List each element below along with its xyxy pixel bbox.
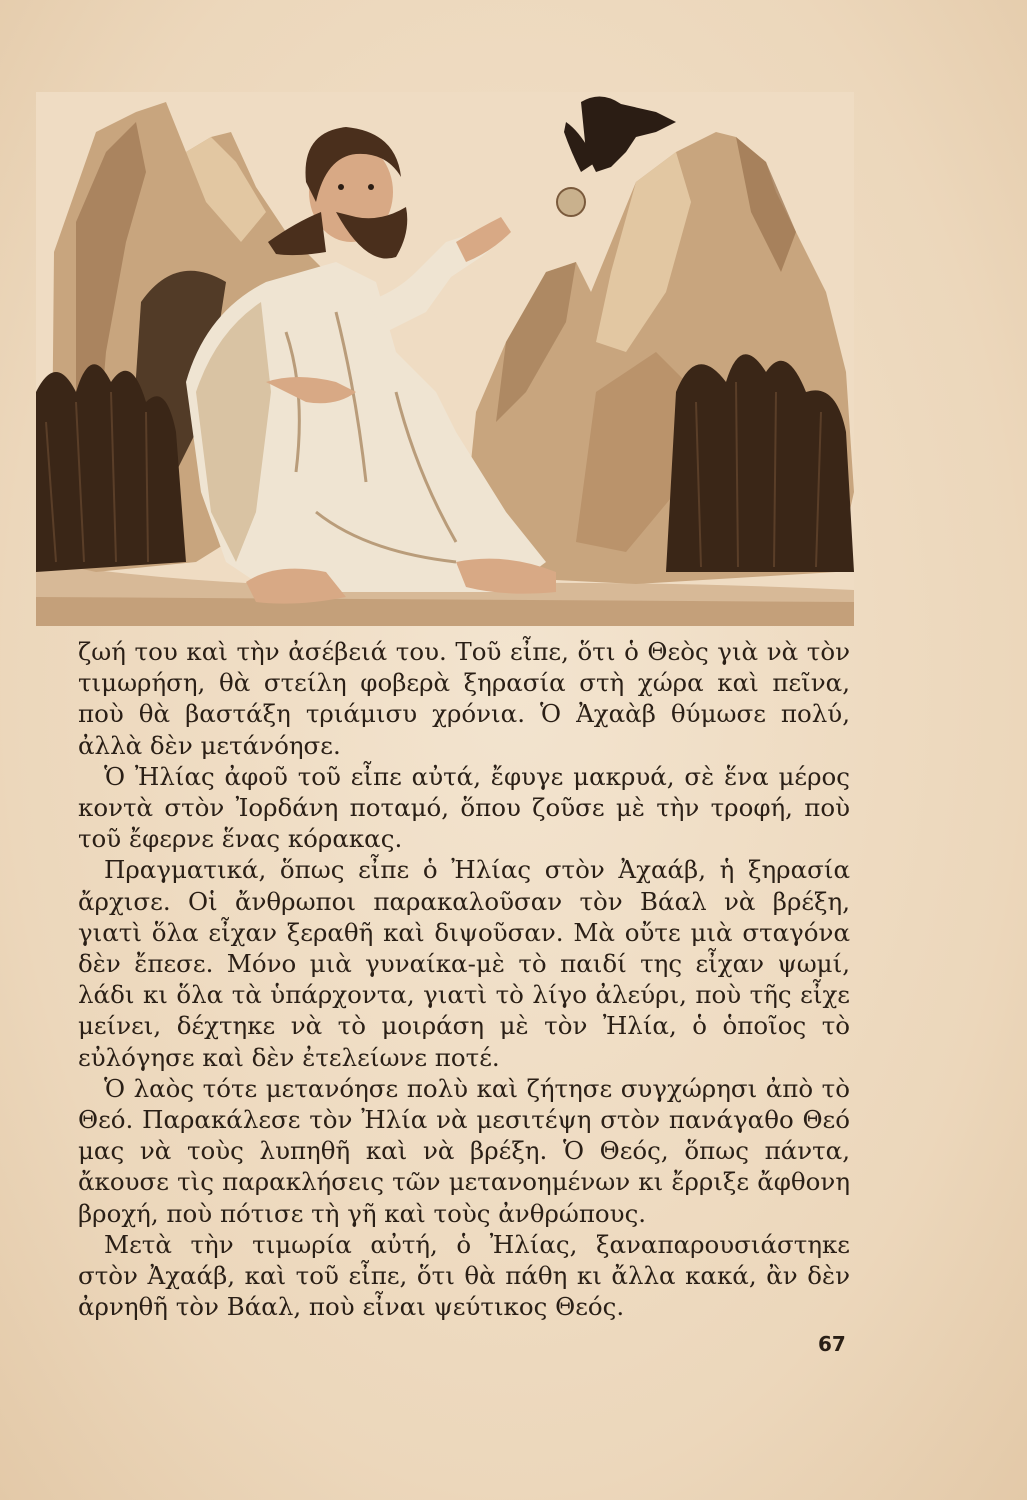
paragraph: Πραγματικά, ὅπως εἶπε ὁ Ἠλίας στὸν Ἀχαάβ, ἡ ξηρασία ἄρχισε. Οἱ ἄνθρωποι παρακαλοῦσαν τὸν Βάαλ νὰ βρέξη, γιατὶ ὅλα εἶχαν ξεραθῆ καὶ διψοῦσαν. Μὰ οὔτε μιὰ σταγόνα δὲν ἔπεσε. Μόνο μιὰ γυναίκα-μὲ τὸ παιδί της εἶχαν ψωμί, λάδι κι ὅλα τὰ ὑπάρχοντα, γιατὶ τὸ λίγο ἀλεύρι, ποὺ τῆς εἶχε μείνει, δέχτηκε νὰ τὸ μοιράση μὲ τὸν Ἠλία, ὁ ὁποῖος τὸ εὐλόγησε καὶ δὲν ἐτελείωνε ποτέ.	[78, 855, 850, 1072]
paragraph: Μετὰ τὴν τιμωρία αὐτή, ὁ Ἠλίας, ξαναπαρουσιάστηκε στὸν Ἀχαάβ, καὶ τοῦ εἶπε, ὅτι θὰ πάθη κι ἄλλα κακά, ἂν δὲν ἀρνηθῆ τὸν Βάαλ, ποὺ εἶναι ψεύτικος Θεός.	[78, 1229, 850, 1322]
body-text	[78, 636, 850, 1322]
prophet-elijah-raven-illustration	[36, 92, 854, 626]
paragraph: ζωή του καὶ τὴν ἀσέβειά του. Τοῦ εἶπε, ὅτι ὁ Θεὸς γιὰ νὰ τὸν τιμωρήση, θὰ στείλη φοβερὰ ξηρασία στὴ χώρα καὶ πεῖνα, ποὺ θὰ βαστάξη τριάμισυ χρόνια. Ὁ Ἀχαὰβ θύμωσε πολύ, ἀλλὰ δὲν μετάνόησε.	[78, 637, 850, 760]
page-number: 67	[818, 1332, 846, 1356]
paragraph: Ὁ Ἠλίας ἀφοῦ τοῦ εἶπε αὐτά, ἔφυγε μακρυά, σὲ ἕνα μέρος κοντὰ στὸν Ἰορδάνη ποταμό, ὅπου ζοῦσε μὲ τὴν τροφή, ποὺ τοῦ ἔφερνε ἕνας κόρακας.	[78, 761, 850, 854]
paragraph: Ὁ λαὸς τότε μετανόησε πολὺ καὶ ζήτησε συγχώρησι ἀπὸ τὸ Θεό. Παρακάλεσε τὸν Ἠλία νὰ μεσιτέψη στὸν πανάγαθο Θεό μας νὰ τοὺς λυπηθῆ καὶ νὰ βρέξη. Ὁ Θεός, ὅπως πάντα, ἄκουσε τὶς παρακλήσεις τῶν μετανοημένων κι ἔρριξε ἄφθονη βροχή, ποὺ πότισε τὴ γῆ καὶ τοὺς ἀνθρώπους.	[78, 1073, 850, 1228]
